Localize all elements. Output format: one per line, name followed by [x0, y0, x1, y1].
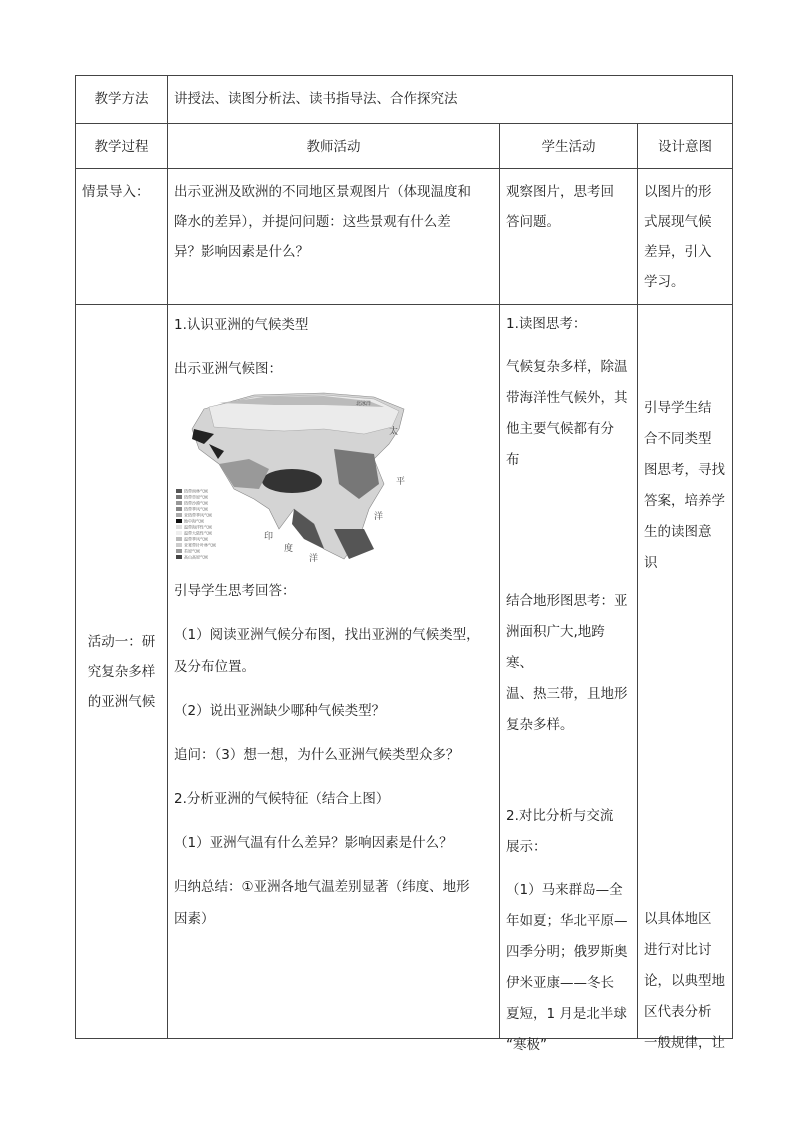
ocean-label: 北冰洋	[356, 401, 372, 407]
student-compare-line: 展示：	[506, 839, 547, 855]
activity-label-line: 究复杂多样	[87, 663, 156, 680]
method-label: 教学方法	[76, 76, 168, 123]
student-answer-line: 布	[506, 452, 520, 468]
summary	[174, 871, 493, 935]
student-answer-line: 气候复杂多样，除温	[506, 359, 628, 375]
design-line: 区代表分析	[644, 1004, 712, 1020]
question-4: （1）亚洲气温有什么差异？影响因素是什么？	[174, 835, 453, 851]
intro-design-line: 式展现气候	[644, 214, 712, 230]
design-2	[644, 904, 726, 1059]
legend-label: 热带沙漠气候	[184, 500, 208, 506]
design-line: 图思考，寻找	[644, 462, 725, 478]
legend-label: 亚热带季风气候	[184, 512, 212, 518]
activity-design	[638, 305, 732, 1051]
ocean-label: 洋	[374, 512, 384, 522]
design-line: 答案，培养学	[644, 493, 725, 509]
design-line: 识	[644, 555, 658, 571]
ocean-label: 洋	[309, 554, 319, 564]
intro-design-line: 以图片的形	[644, 184, 712, 200]
header-row	[76, 124, 732, 169]
student-answer-line: 带海洋性气候外，其	[506, 390, 628, 406]
student-answer-line: 温、热三带，且地形	[506, 686, 628, 702]
student-answer-1	[506, 352, 631, 476]
intro-row	[76, 169, 732, 305]
spacer	[644, 579, 726, 904]
activity-label	[76, 305, 168, 1038]
legend-label: 苔原气候	[184, 548, 200, 554]
student-compare-answer	[506, 875, 631, 1061]
guide-text: 引导学生思考回答：	[174, 583, 296, 599]
activity-label-line: 活动一：研	[87, 633, 156, 650]
legend-label: 高山高原气候	[184, 554, 208, 560]
header-design: 设计意图	[658, 139, 712, 155]
intro-label: 情景导入：	[76, 169, 168, 304]
question-1-line: 及分布位置。	[174, 659, 255, 675]
ocean-label: 平	[396, 477, 406, 487]
intro-student-line: 观察图片，思考回	[506, 184, 614, 200]
ocean-label: 印	[264, 532, 274, 542]
header-teacher: 教师活动	[168, 124, 500, 168]
intro-teacher-line: 降水的差异），并提问问题：这些景观有什么差	[174, 214, 451, 230]
student-compare-answer-line: “寒极”	[506, 1037, 547, 1053]
design-line: 引导学生结	[644, 400, 712, 416]
ocean-label: 太	[389, 427, 399, 437]
student-read-title: 1.读图思考：	[506, 316, 587, 332]
intro-design-line: 差异，引入	[644, 244, 712, 260]
summary-line: 因素）	[174, 911, 215, 927]
method-value: 讲授法、读图分析法、读书指导法、合作探究法	[174, 91, 458, 107]
student-compare-line: 2.对比分析与交流	[506, 808, 614, 824]
activity-student	[500, 305, 638, 1053]
student-compare-answer-line: 四季分明；俄罗斯奥	[506, 944, 628, 960]
legend-label: 温带季风气候	[184, 536, 208, 542]
lesson-plan-table	[75, 75, 733, 1053]
method-row	[76, 76, 732, 124]
activity-label-line: 的亚洲气候	[87, 693, 156, 710]
design-line: 合不同类型	[644, 431, 712, 447]
intro-design-line: 学习。	[644, 274, 685, 290]
student-answer-line: 洲面积广大,地跨寒、	[506, 624, 605, 671]
student-compare-answer-line: 伊米亚康——冬长	[506, 975, 614, 991]
student-compare-title	[506, 801, 631, 863]
intro-student	[500, 169, 638, 304]
ocean-label: 度	[284, 544, 294, 554]
section-2-title: 2.分析亚洲的气候特征（结合上图）	[174, 791, 390, 807]
section-1-title: 1.认识亚洲的气候类型	[174, 317, 309, 333]
student-compare-answer-line: （1）马来群岛—全	[506, 882, 623, 898]
intro-teacher	[168, 169, 500, 304]
student-answer-2	[506, 586, 631, 741]
design-line: 一般规律，让	[644, 1035, 725, 1051]
legend-label: 温带大陆性气候	[184, 530, 212, 536]
question-1-line: （1）阅读亚洲气候分布图，找出亚洲的气候类型，	[174, 627, 480, 643]
summary-line: 归纳总结：①亚洲各地气温差别显著（纬度、地形	[174, 879, 470, 895]
design-line: 论，以典型地	[644, 973, 725, 989]
spacer	[644, 309, 726, 393]
student-answer-line: 他主要气候都有分	[506, 421, 614, 437]
design-line: 生的读图意	[644, 524, 712, 540]
design-1	[644, 393, 726, 579]
intro-student-line: 答问题。	[506, 214, 560, 230]
legend-label: 热带季风气候	[184, 506, 208, 512]
design-line: 进行对比讨	[644, 942, 712, 958]
legend-label: 热带草原气候	[184, 494, 208, 500]
spacer	[506, 476, 631, 586]
spacer	[506, 741, 631, 801]
intro-teacher-line: 出示亚洲及欧洲的不同地区景观图片（体现温度和	[174, 184, 471, 200]
show-map-text: 出示亚洲气候图：	[174, 361, 282, 377]
student-compare-answer-line: 年如夏；华北平原—	[506, 913, 628, 929]
student-compare-answer-line: 夏短，1 月是北半球	[506, 1006, 627, 1022]
asia-climate-map	[174, 389, 414, 569]
asia-climate-map-svg	[174, 389, 414, 569]
legend-label: 热带雨林气候	[184, 488, 208, 494]
header-process: 教学过程	[76, 124, 168, 168]
legend-label: 亚寒带针叶林气候	[184, 542, 216, 548]
header-student: 学生活动	[500, 124, 638, 168]
student-answer-line: 结合地形图思考：亚	[506, 593, 628, 609]
intro-design	[638, 169, 732, 304]
question-2: （2）说出亚洲缺少哪种气候类型？	[174, 703, 386, 719]
intro-teacher-line: 异？影响因素是什么？	[174, 244, 309, 260]
legend-label: 地中海气候	[184, 518, 204, 524]
question-1	[174, 619, 493, 683]
question-3: 追问：（3）想一想，为什么亚洲气候类型众多？	[174, 747, 460, 763]
activity-teacher	[168, 305, 500, 1038]
student-answer-line: 复杂多样。	[506, 717, 574, 733]
design-line: 以具体地区	[644, 911, 712, 927]
activity-row	[76, 305, 732, 1053]
legend-label: 温带海洋性气候	[184, 524, 212, 530]
